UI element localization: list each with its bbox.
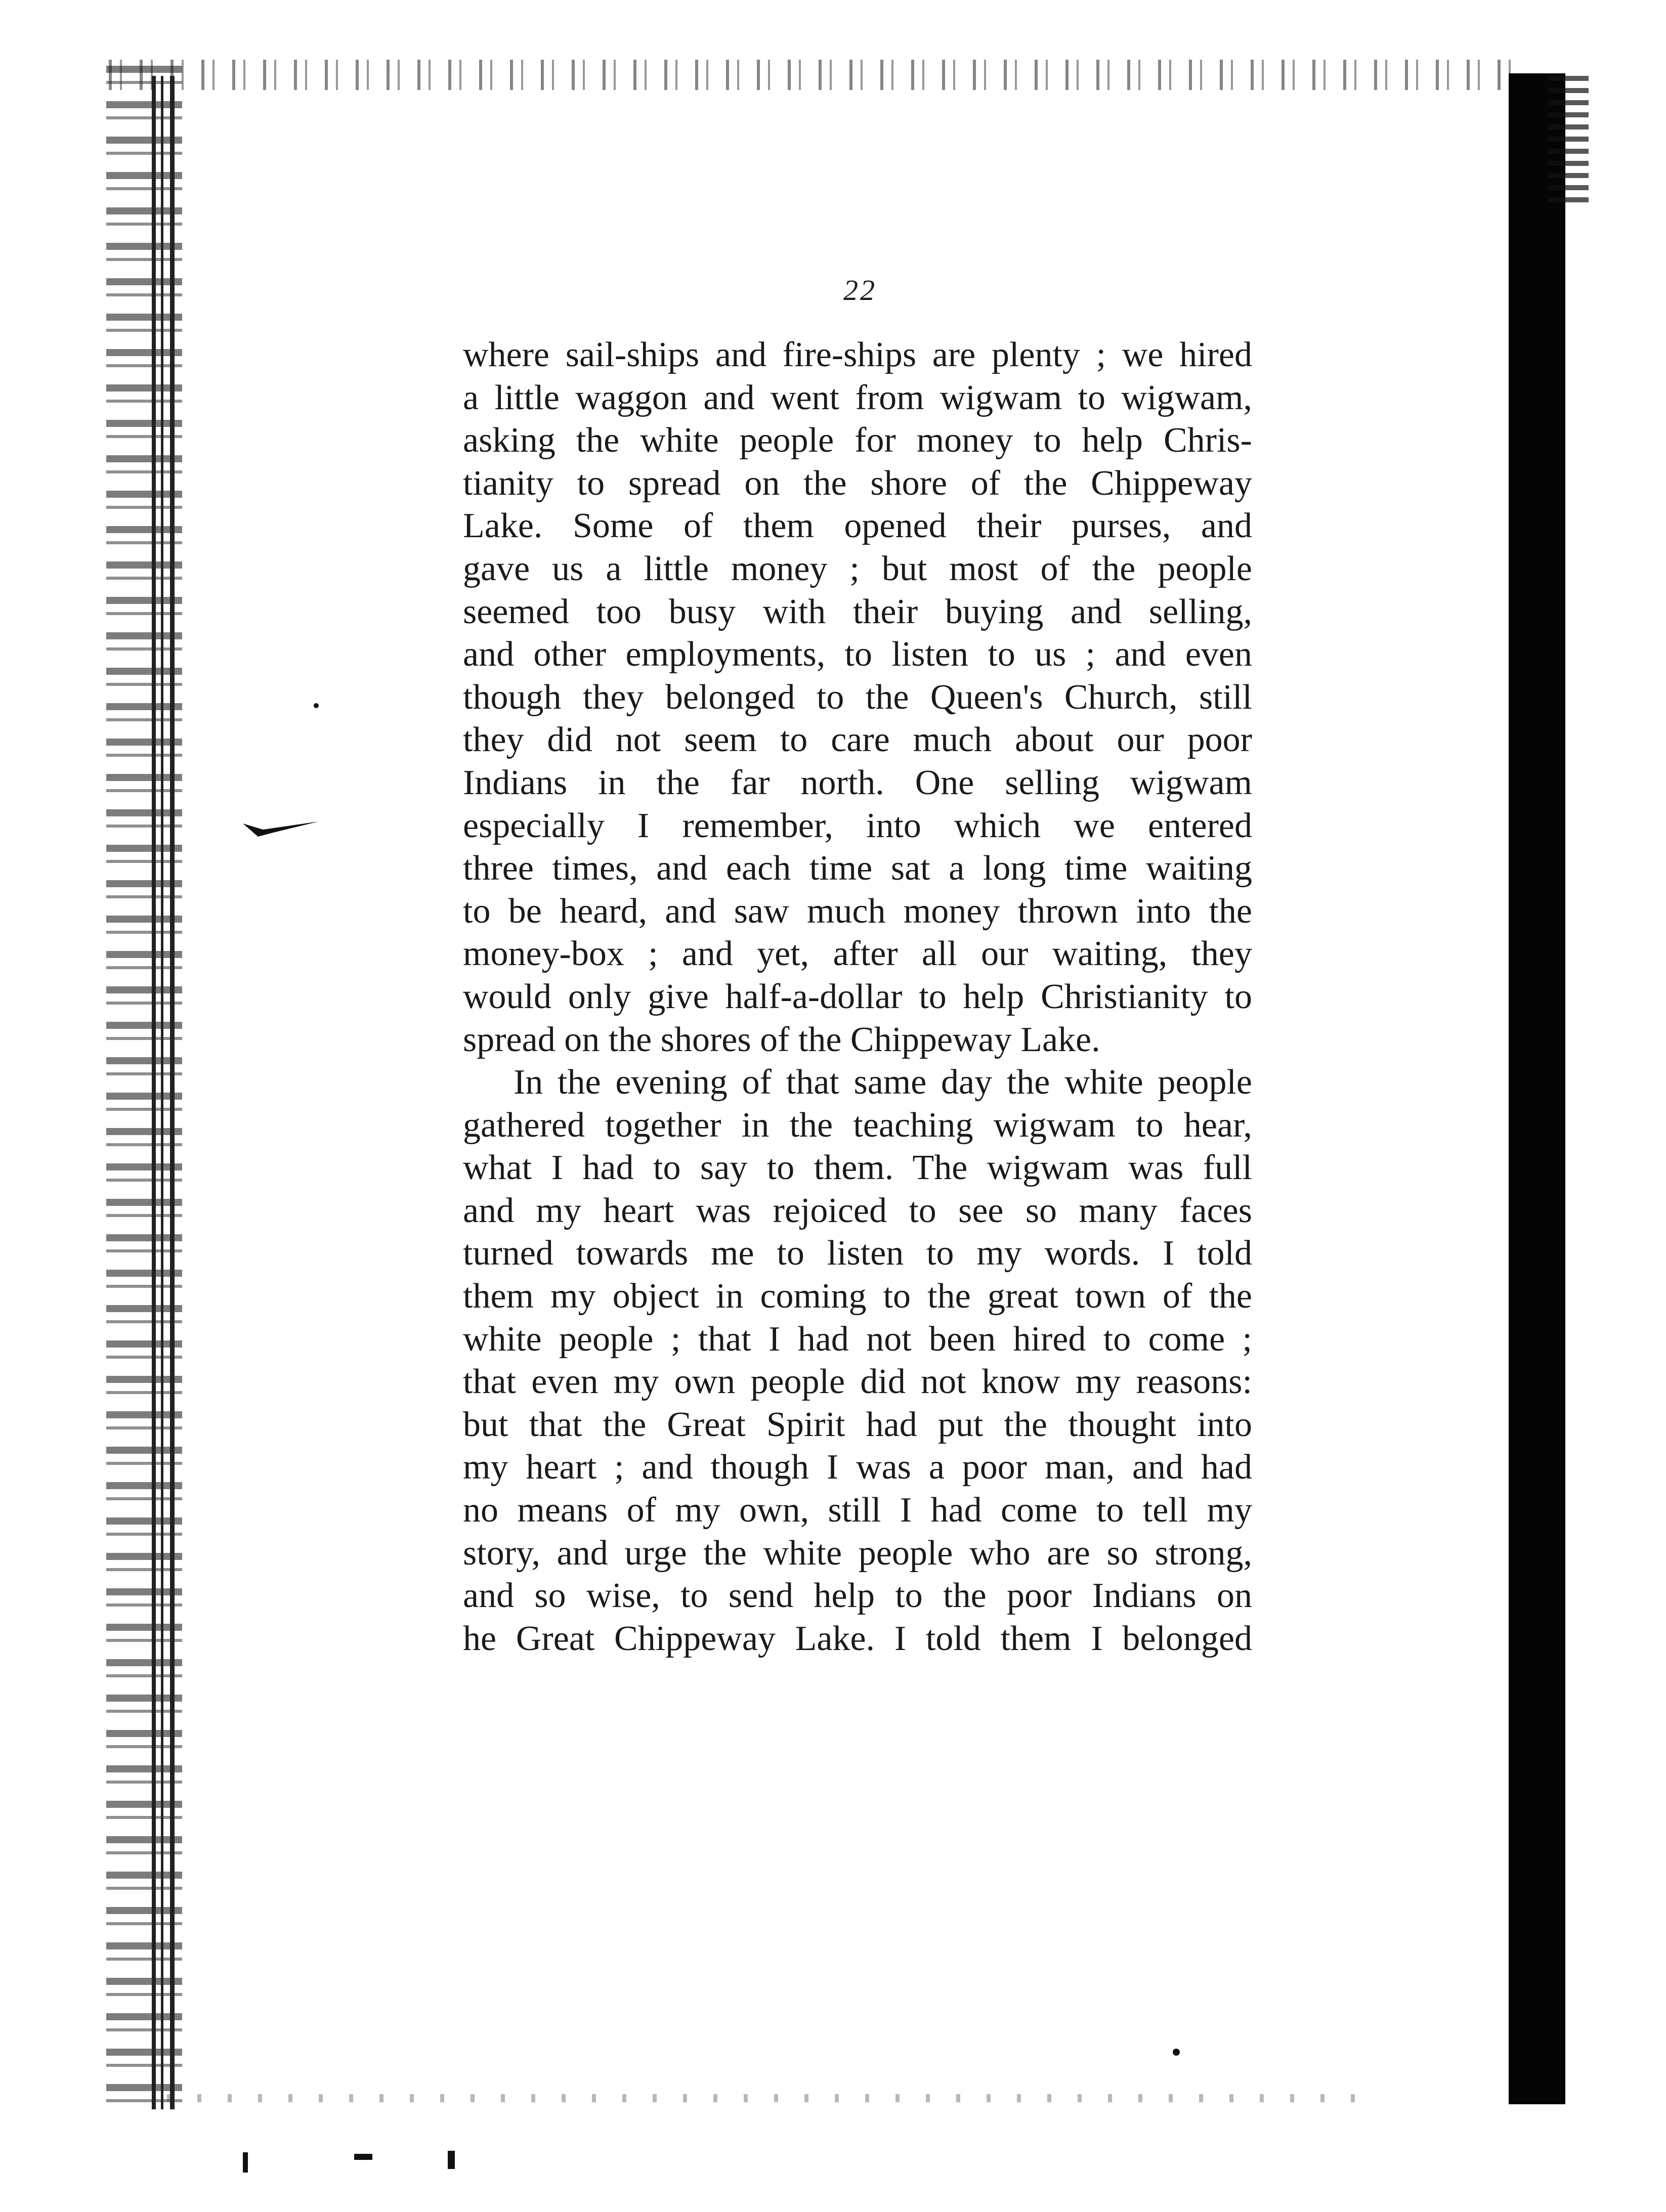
text-line: spread on the shores of the Chippeway Lake. — [463, 1020, 1100, 1059]
text-line: a little waggon and went from wigwam to wigwam, — [463, 378, 1252, 417]
scan-speck — [243, 2152, 248, 2173]
text-line: he Great Chippeway Lake. I told them I belonged — [463, 1619, 1252, 1658]
text-line: and other employments, to listen to us ; and even — [463, 635, 1252, 674]
text-line: white people ; that I had not been hired to come ; — [463, 1319, 1252, 1359]
text-line: gave us a little money ; but most of the people — [463, 549, 1252, 588]
binding-line — [152, 76, 156, 2109]
scan-right-edge-noise — [1548, 76, 1589, 207]
text-line: asking the white people for money to help Chris- — [463, 421, 1252, 460]
text-line: would only give half-a-dollar to help Christianity to — [463, 977, 1252, 1016]
scan-speck — [314, 703, 319, 708]
text-line: but that the Great Spirit had put the thought into — [463, 1405, 1252, 1444]
text-line: them my object in coming to the great town of the — [463, 1277, 1252, 1316]
scan-right-edge-shadow — [1509, 73, 1565, 2104]
text-line: what I had to say to them. The wigwam was full — [463, 1148, 1252, 1188]
text-line: they did not seem to care much about our poor — [463, 720, 1252, 760]
text-line: seemed too busy with their buying and selling, — [463, 592, 1252, 631]
text-line: and so wise, to send help to the poor Indians on — [463, 1576, 1252, 1616]
text-line: no means of my own, still I had come to tell my — [463, 1491, 1252, 1530]
text-line: Lake. Some of them opened their purses, and — [463, 506, 1252, 546]
text-line: where sail-ships and fire-ships are plenty ; we hired — [463, 335, 1252, 374]
binding-line — [170, 76, 175, 2109]
text-line: money-box ; and yet, after all our waiting, they — [463, 934, 1252, 974]
text-line: gathered together in the teaching wigwam to hear, — [463, 1105, 1252, 1145]
text-line: though they belonged to the Queen's Church, still — [463, 677, 1252, 717]
binding-line — [161, 76, 163, 2109]
ink-smudge-icon — [243, 819, 319, 838]
scan-bottom-edge-noise — [167, 2094, 1381, 2102]
text-line: to be heard, and saw much money thrown into the — [463, 891, 1252, 931]
text-line: three times, and each time sat a long time waiting — [463, 849, 1252, 888]
scan-speck — [1173, 2049, 1180, 2056]
text-line: story, and urge the white people who are so strong, — [463, 1533, 1252, 1573]
text-line: and my heart was rejoiced to see so many faces — [463, 1191, 1252, 1230]
scan-speck — [448, 2151, 455, 2169]
text-line: turned towards me to listen to my words. I told — [463, 1234, 1252, 1273]
page-number: 22 — [843, 274, 877, 307]
scan-top-edge-noise — [109, 60, 1525, 90]
text-line: that even my own people did not know my reasons: — [463, 1362, 1252, 1402]
body-text — [463, 334, 1252, 1660]
text-line: especially I remember, into which we entered — [463, 806, 1252, 845]
text-line: tianity to spread on the shore of the Chippeway — [463, 463, 1252, 503]
text-line: In the evening of that same day the white people — [514, 1063, 1252, 1102]
text-line: my heart ; and though I was a poor man, and had — [463, 1448, 1252, 1487]
text-line: Indians in the far north. One selling wigwam — [463, 763, 1252, 802]
scan-speck — [354, 2154, 372, 2160]
